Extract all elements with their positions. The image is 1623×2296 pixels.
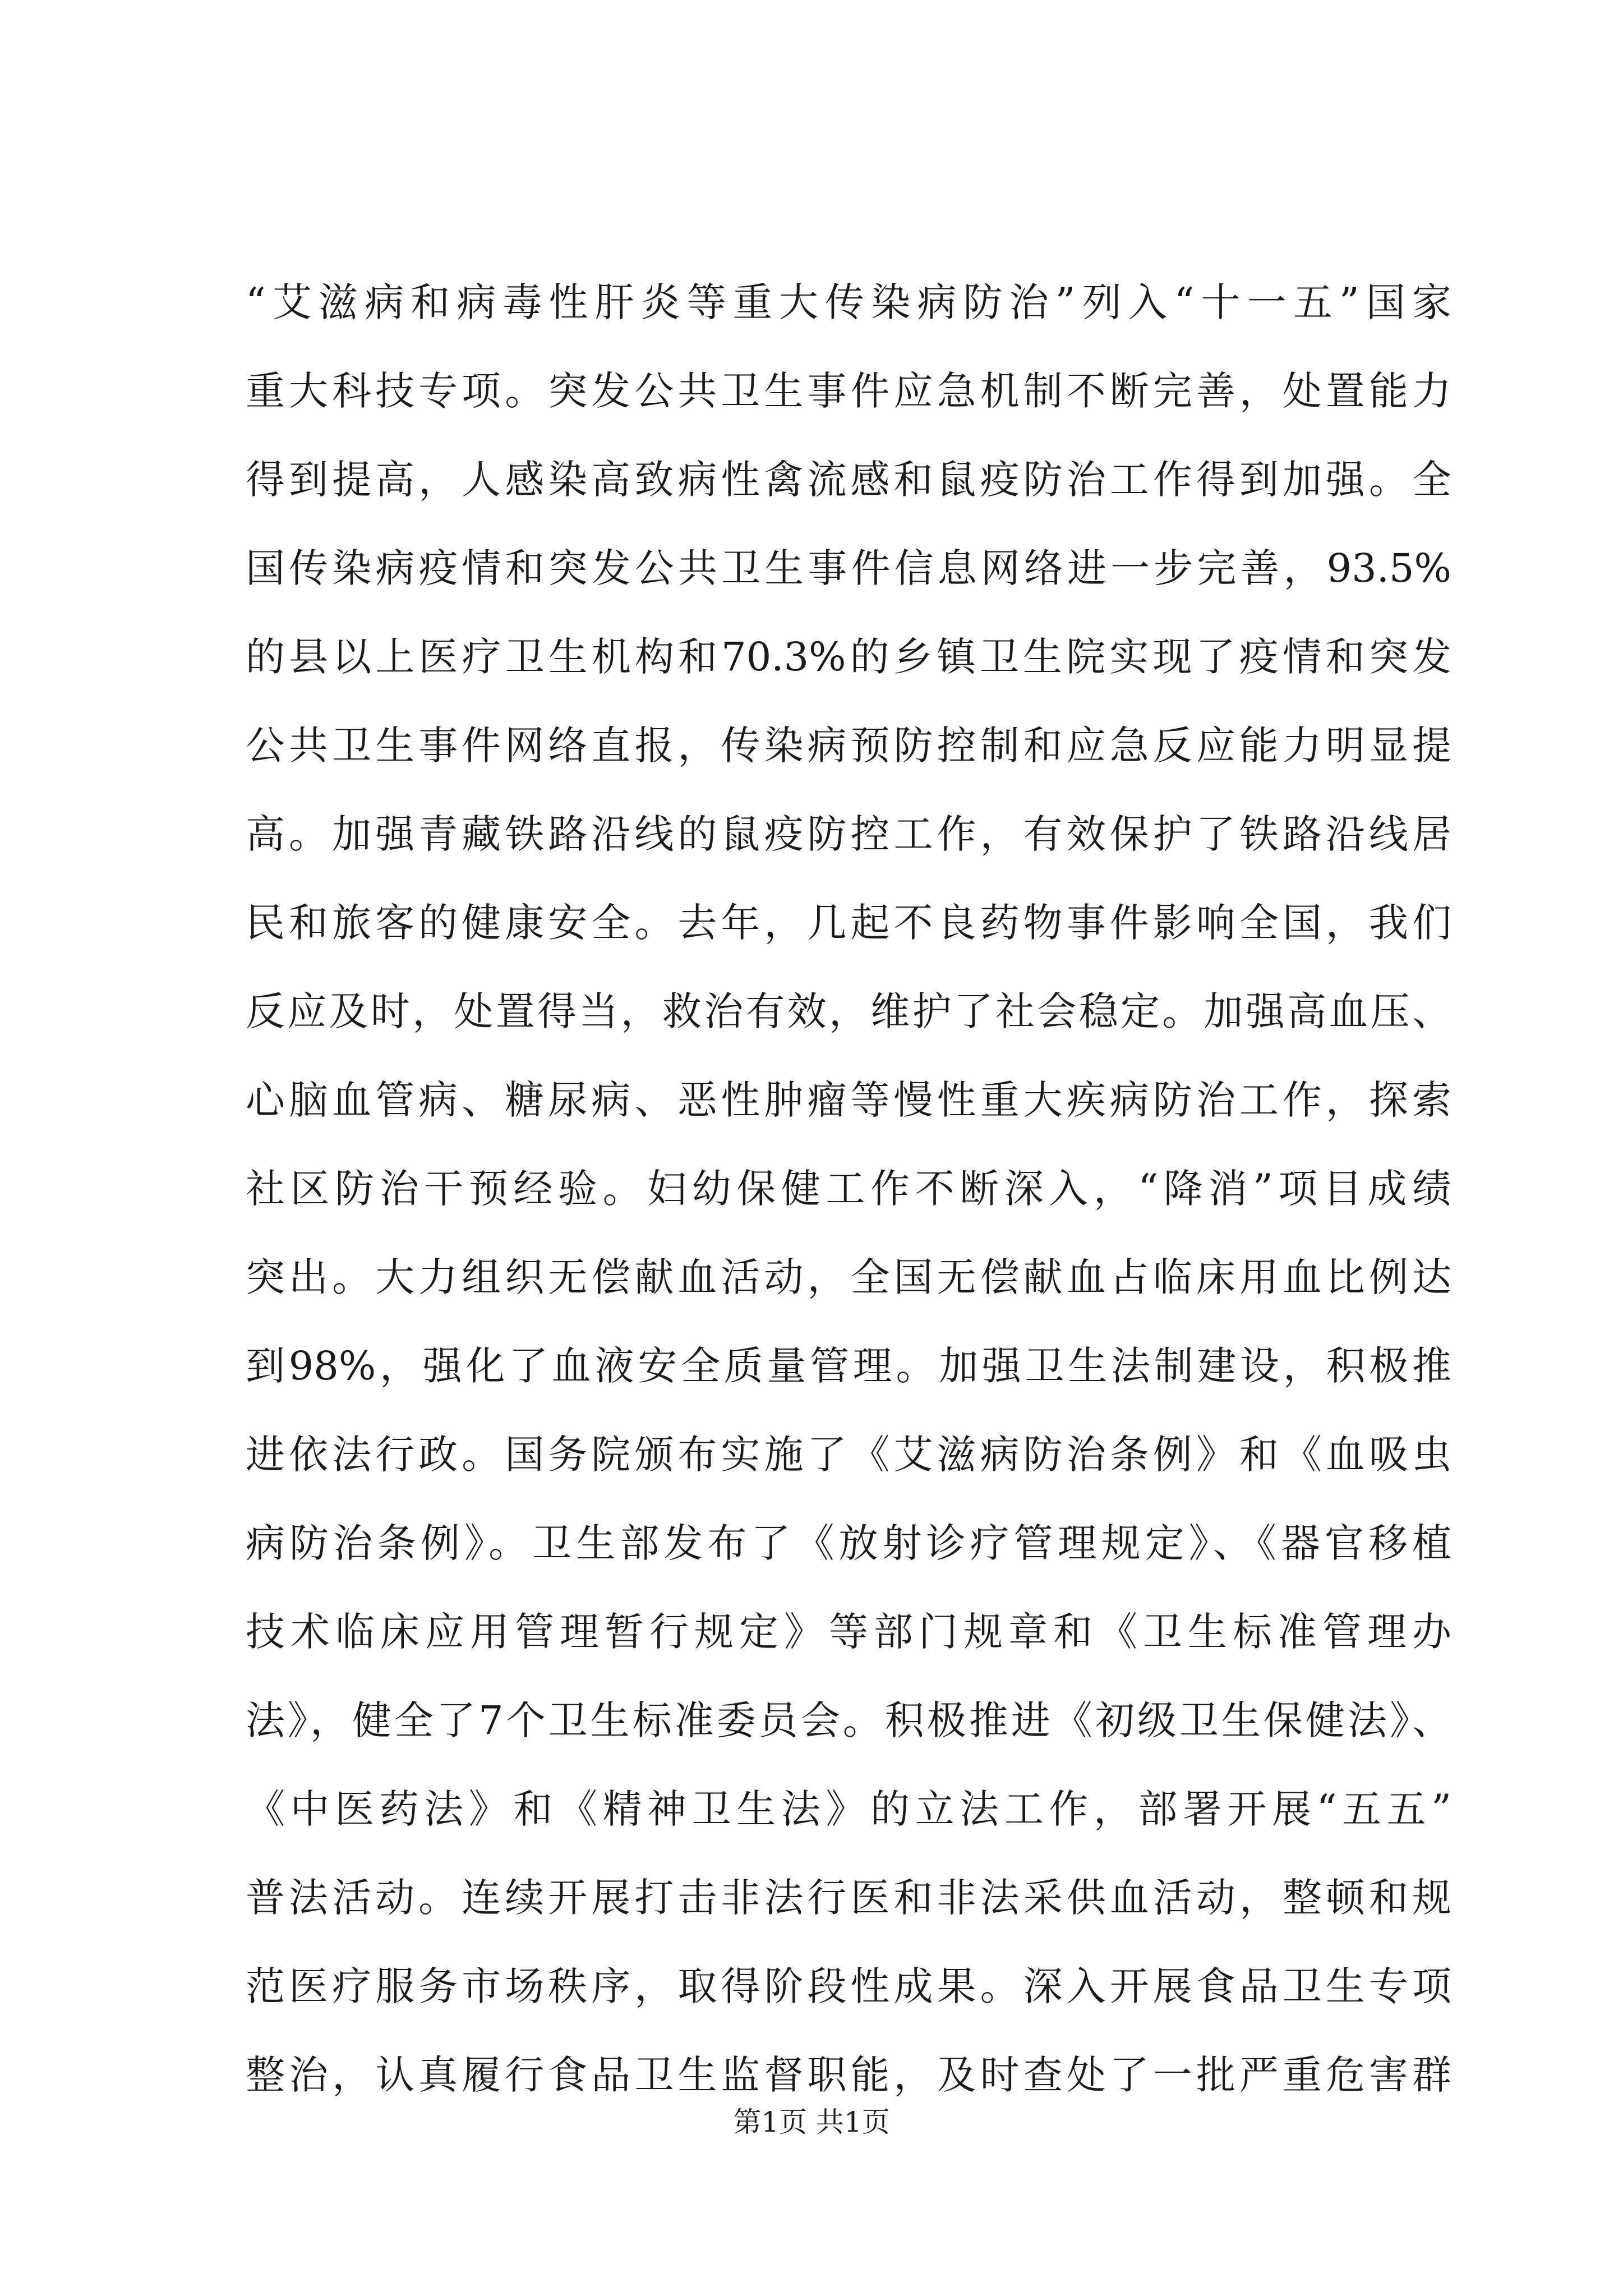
text-line: 《中医药法》和《精神卫生法》的立法工作，部署开展“五五” — [246, 1786, 1451, 1832]
text-line: 得到提高，人感染高致病性禽流感和鼠疫防治工作得到加强。全 — [246, 457, 1451, 503]
text-line: 普法活动。连续开展打击非法行医和非法采供血活动，整顿和规 — [246, 1875, 1451, 1921]
text-line: “艾滋病和病毒性肝炎等重大传染病防治”列入“十一五”国家 — [246, 279, 1451, 325]
text-line: 整治，认真履行食品卫生监督职能，及时查处了一批严重危害群 — [246, 2052, 1451, 2098]
text-line: 国传染病疫情和突发公共卫生事件信息网络进一步完善，93.5% — [246, 545, 1451, 591]
text-line: 法》，健全了7个卫生标准委员会。积极推进《初级卫生保健法》、 — [246, 1697, 1451, 1743]
text-line: 公共卫生事件网络直报，传染病预防控制和应急反应能力明显提 — [246, 723, 1451, 769]
text-line: 突出。大力组织无偿献血活动，全国无偿献血占临床用血比例达 — [246, 1254, 1451, 1300]
text-line: 到98%，强化了血液安全质量管理。加强卫生法制建设，积极推 — [246, 1343, 1451, 1389]
text-line: 社区防治干预经验。妇幼保健工作不断深入，“降消”项目成绩 — [246, 1166, 1451, 1212]
text-line: 病防治条例》。卫生部发布了《放射诊疗管理规定》、《器官移植 — [246, 1520, 1451, 1566]
text-line: 反应及时，处置得当，救治有效，维护了社会稳定。加强高血压、 — [246, 988, 1451, 1034]
page-footer: 第1页 共1页 — [733, 2106, 890, 2138]
text-line: 技术临床应用管理暂行规定》等部门规章和《卫生标准管理办 — [246, 1609, 1451, 1655]
text-line: 重大科技专项。突发公共卫生事件应急机制不断完善，处置能力 — [246, 368, 1451, 414]
text-line: 范医疗服务市场秩序，取得阶段性成果。深入开展食品卫生专项 — [246, 1963, 1451, 2009]
text-line: 高。加强青藏铁路沿线的鼠疫防控工作，有效保护了铁路沿线居 — [246, 811, 1451, 857]
text-line: 进依法行政。国务院颁布实施了《艾滋病防治条例》和《血吸虫 — [246, 1432, 1451, 1478]
body-text — [246, 258, 1451, 2119]
text-line: 民和旅客的健康安全。去年，几起不良药物事件影响全国，我们 — [246, 900, 1451, 946]
text-line: 心脑血管病、糖尿病、恶性肿瘤等慢性重大疾病防治工作，探索 — [246, 1077, 1451, 1123]
text-line: 的县以上医疗卫生机构和70.3%的乡镇卫生院实现了疫情和突发 — [246, 634, 1451, 680]
